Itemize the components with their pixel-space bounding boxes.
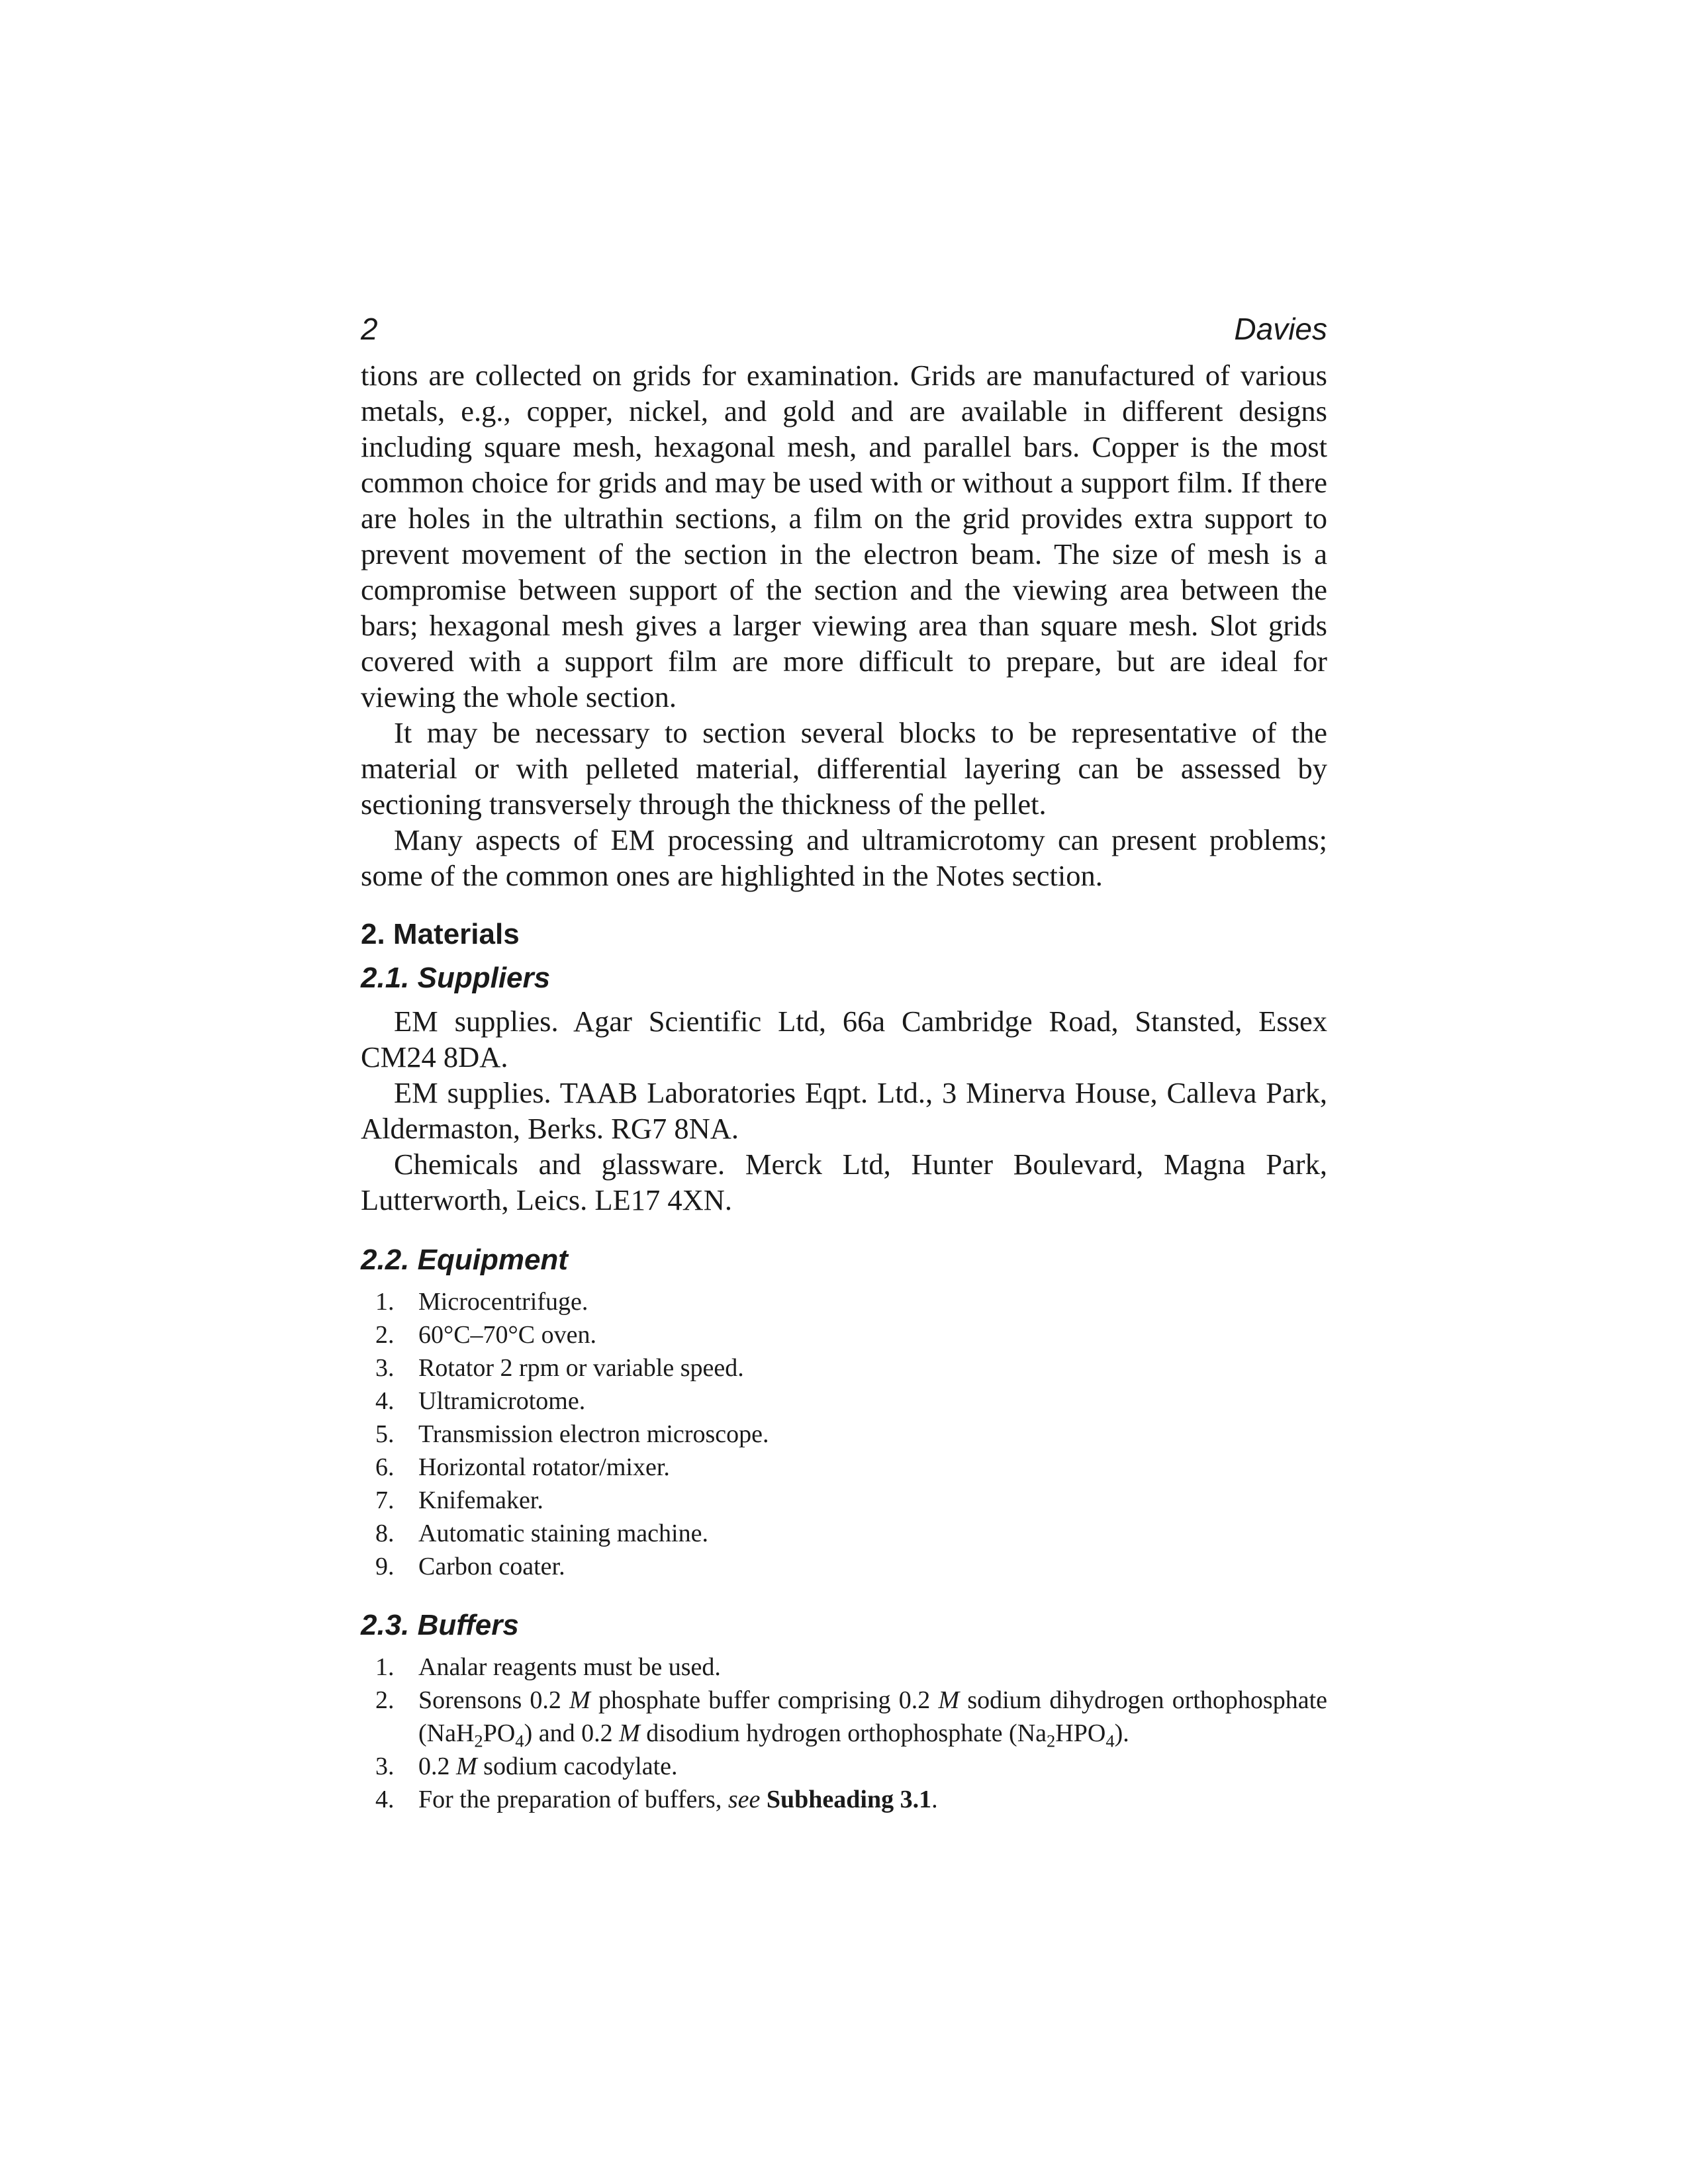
text-run: 0.2 <box>418 1752 456 1780</box>
running-author: Davies <box>1234 312 1327 346</box>
list-item <box>361 1484 1327 1517</box>
subheading-suppliers: 2.1. Suppliers <box>361 962 551 994</box>
list-item-text: Automatic staining machine. <box>418 1520 708 1547</box>
list-item-text: Microcentrifuge. <box>418 1288 588 1316</box>
text-run: disodium hydrogen orthophosphate (Na <box>639 1719 1047 1747</box>
supplier-entry: EM supplies. Agar Scientific Ltd, 66a Cambridge Road, Stansted, Essex CM24 8DA. <box>361 1005 1327 1073</box>
list-item-text: Carbon coater. <box>418 1553 565 1580</box>
subscript: 4 <box>515 1731 524 1751</box>
list-number: 5. <box>375 1420 395 1448</box>
molar-unit: M <box>619 1719 640 1747</box>
intro-paragraph-3: Many aspects of EM processing and ultramicrotomy can present problems; some of the common ones are highlighted in the Notes section. <box>361 823 1327 892</box>
text-run: For the preparation of buffers, <box>418 1786 728 1813</box>
list-item <box>361 1451 1327 1484</box>
page-number: 2 <box>361 312 378 346</box>
list-item-text: Ultramicrotome. <box>418 1387 586 1415</box>
list-item <box>361 1783 1327 1816</box>
list-item-text: Rotator 2 rpm or variable speed. <box>418 1354 744 1382</box>
text-run: . <box>931 1786 938 1813</box>
list-item <box>361 1385 1327 1418</box>
text-run: ). <box>1114 1719 1129 1747</box>
list-item <box>361 1418 1327 1451</box>
list-number: 1. <box>375 1288 395 1316</box>
section-heading-materials: 2. Materials <box>361 918 520 950</box>
list-number: 1. <box>375 1653 395 1681</box>
list-number: 2. <box>375 1321 395 1349</box>
text-run: ) and 0.2 <box>524 1719 620 1747</box>
text-run: PO <box>483 1719 516 1747</box>
list-item <box>361 1684 1327 1750</box>
list-item <box>361 1651 1327 1684</box>
list-number: 6. <box>375 1453 395 1481</box>
list-item <box>361 1285 1327 1318</box>
subheading-reference: Subheading 3.1 <box>766 1786 932 1813</box>
molar-unit: M <box>938 1686 960 1714</box>
molar-unit: M <box>569 1686 590 1714</box>
list-number: 9. <box>375 1553 395 1580</box>
list-item-text: Analar reagents must be used. <box>418 1653 721 1681</box>
intro-text <box>361 357 1327 893</box>
list-number: 2. <box>375 1686 395 1714</box>
text-run: Sorensons 0.2 <box>418 1686 570 1714</box>
list-item <box>361 1318 1327 1351</box>
list-item <box>361 1351 1327 1385</box>
list-number: 3. <box>375 1354 395 1382</box>
list-item <box>361 1750 1327 1783</box>
list-item <box>361 1517 1327 1550</box>
subheading-equipment: 2.2. Equipment <box>361 1244 568 1276</box>
supplier-entry: EM supplies. TAAB Laboratories Eqpt. Ltd., 3 Minerva House, Calleva Park, Aldermaston, Berks. RG7 8NA. <box>361 1076 1327 1145</box>
supplier-entry: Chemicals and glassware. Merck Ltd, Hunter Boulevard, Magna Park, Lutterworth, Leics. LE17 4XN. <box>361 1148 1327 1216</box>
intro-paragraph-2: It may be necessary to section several blocks to be representative of the material or with pelleted material, differential layering can be assessed by sectioning transversely through the thickness of the pellet. <box>361 716 1327 821</box>
intro-paragraph-1: tions are collected on grids for examination. Grids are manufactured of various metals, e.g., copper, nickel, and gold and are available in different designs including square mesh, hexagonal mesh, and parallel bars. Copper is the most common choice for grids and may be used with or without a support film. If there are holes in the ultrathin sections, a film on the grid provides extra support to prevent movement of the section in the electron beam. The size of mesh is a compromise between support of the section and the viewing area between the bars; hexagonal mesh gives a larger viewing area than square mesh. Slot grids covered with a support film are more difficult to prepare, but are ideal for viewing the whole section. <box>361 359 1327 713</box>
list-item-text: Knifemaker. <box>418 1486 543 1514</box>
text-run: sodium cacodylate. <box>477 1752 678 1780</box>
text-run: HPO <box>1055 1719 1106 1747</box>
molar-unit: M <box>456 1752 477 1780</box>
subscript: 4 <box>1105 1731 1115 1751</box>
list-item-text: Transmission electron microscope. <box>418 1420 769 1448</box>
equipment-list <box>361 1285 1327 1583</box>
running-head <box>361 311 1327 357</box>
subheading-buffers: 2.3. Buffers <box>361 1609 519 1641</box>
list-item <box>361 1550 1327 1583</box>
buffers-list <box>361 1651 1327 1816</box>
list-number: 8. <box>375 1520 395 1547</box>
list-number: 4. <box>375 1786 395 1813</box>
list-item-text: Horizontal rotator/mixer. <box>418 1453 670 1481</box>
subscript: 2 <box>1047 1731 1056 1751</box>
list-number: 3. <box>375 1752 395 1780</box>
subscript: 2 <box>474 1731 483 1751</box>
list-item-text <box>418 1752 678 1780</box>
list-number: 7. <box>375 1486 395 1514</box>
text-run: phosphate buffer comprising 0.2 <box>590 1686 939 1714</box>
document-page <box>361 311 1327 1816</box>
list-item-text <box>418 1686 1327 1751</box>
suppliers-list <box>361 1003 1327 1218</box>
list-item-text: 60°C–70°C oven. <box>418 1321 596 1349</box>
list-item-text <box>418 1786 938 1813</box>
text-run: sodium dihydrogen orthophosphate (NaH <box>418 1686 1327 1747</box>
see-reference: see <box>727 1786 761 1813</box>
list-number: 4. <box>375 1387 395 1415</box>
